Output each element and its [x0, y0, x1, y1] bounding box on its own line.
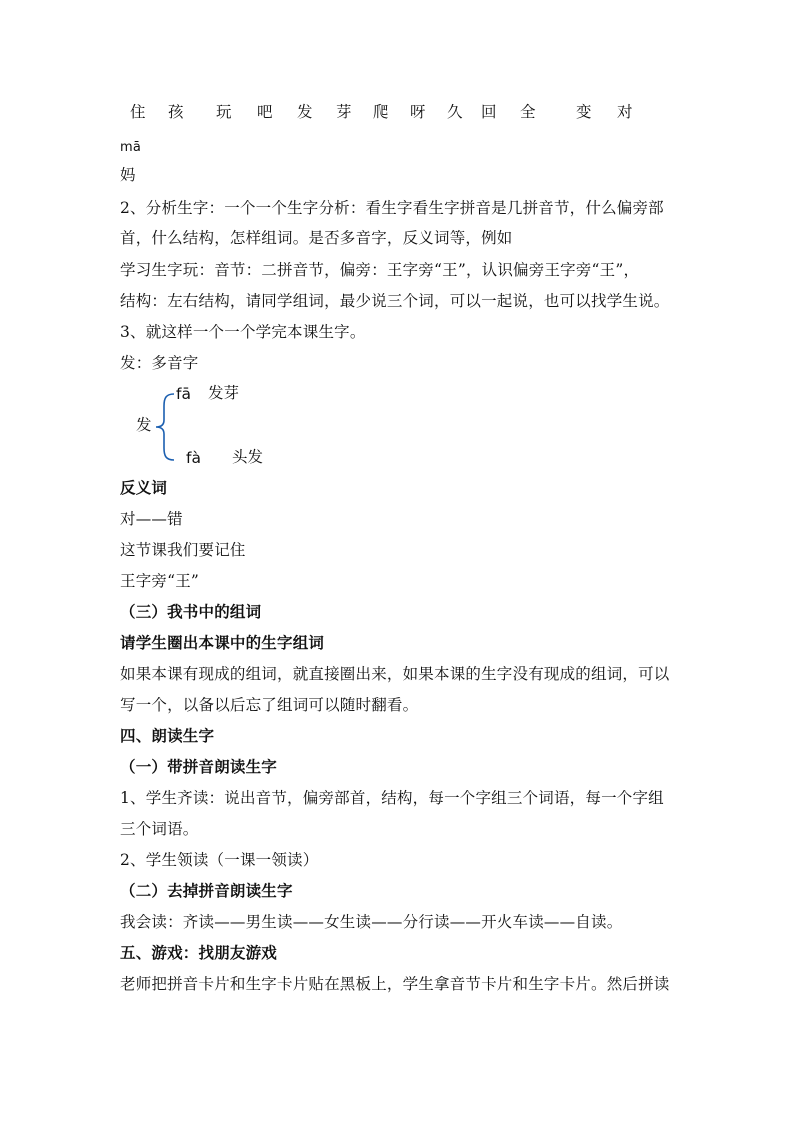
section-heading: 四、朗读生字 [120, 726, 215, 745]
character: 对 [617, 103, 633, 121]
ma-character: 妈 [120, 166, 136, 184]
new-character-row [0, 102, 794, 122]
paragraph-line: 王字旁“王” [120, 572, 200, 590]
section-heading: 五、游戏：找朋友游戏 [120, 943, 278, 962]
paragraph-line: 结构：左右结构，请同学组词，最少说三个词，可以一起说，也可以找学生说。 [120, 292, 670, 310]
paragraph-line: 首，什么结构，怎样组词。是否多音字，反义词等，例如 [120, 229, 513, 247]
fa-word-1: 发芽 [208, 384, 240, 402]
character: 呀 [410, 103, 426, 121]
paragraph-line: 我会读：齐读——男生读——女生读——分行读——开火车读——自读。 [120, 913, 623, 931]
character: 发 [297, 103, 313, 121]
paragraph-line: 2、学生领读（一课一领读） [120, 851, 319, 869]
paragraph-line: 发：多音字 [120, 354, 199, 372]
section-subheading: （一）带拼音朗读生字 [120, 757, 278, 776]
paragraph-line: 1、学生齐读：说出音节，偏旁部首，结构，每一个字组三个词语，每一个字组 [120, 789, 664, 807]
fa-pinyin-2: fà [186, 449, 201, 467]
paragraph-line: 如果本课有现成的组词，就直接圈出来，如果本课的生字没有现成的组词，可以 [120, 665, 670, 683]
pinyin-ma: mā [120, 140, 142, 155]
character: 吧 [257, 103, 273, 121]
antonym-heading: 反义词 [120, 478, 168, 497]
character: 变 [576, 103, 592, 121]
paragraph-line: 3、就这样一个一个学完本课生字。 [120, 323, 366, 341]
section-subheading: （二）去掉拼音朗读生字 [120, 881, 293, 900]
character: 玩 [216, 103, 232, 121]
paragraph-line: 这节课我们要记住 [120, 541, 246, 559]
paragraph-line: 2、分析生字：一个一个生字分析：看生字看生字拼音是几拼音节，什么偏旁部 [120, 199, 664, 217]
section-heading: （三）我书中的组词 [120, 602, 262, 621]
character: 住 [130, 103, 146, 121]
fa-word-2: 头发 [232, 448, 264, 466]
curly-brace-icon [154, 392, 178, 462]
character: 全 [520, 103, 536, 121]
fa-pinyin-1: fā [176, 385, 191, 403]
paragraph-line: 三个词语。 [120, 820, 199, 838]
character: 芽 [336, 103, 352, 121]
character: 回 [481, 103, 497, 121]
paragraph-line: 老师把拼音卡片和生字卡片贴在黑板上，学生拿音节卡片和生字卡片。然后拼读 [120, 975, 670, 993]
fa-character: 发 [136, 416, 152, 434]
character: 爬 [373, 103, 389, 121]
paragraph-line: 写一个，以备以后忘了组词可以随时翻看。 [120, 696, 419, 714]
antonym-pair: 对——错 [120, 510, 183, 528]
paragraph-line: 学习生字玩：音节：二拼音节，偏旁：王字旁“王”，认识偏旁王字旁“王”， [120, 261, 640, 279]
section-subheading: 请学生圈出本课中的生字组词 [120, 633, 325, 652]
character: 孩 [168, 103, 184, 121]
character: 久 [447, 103, 463, 121]
